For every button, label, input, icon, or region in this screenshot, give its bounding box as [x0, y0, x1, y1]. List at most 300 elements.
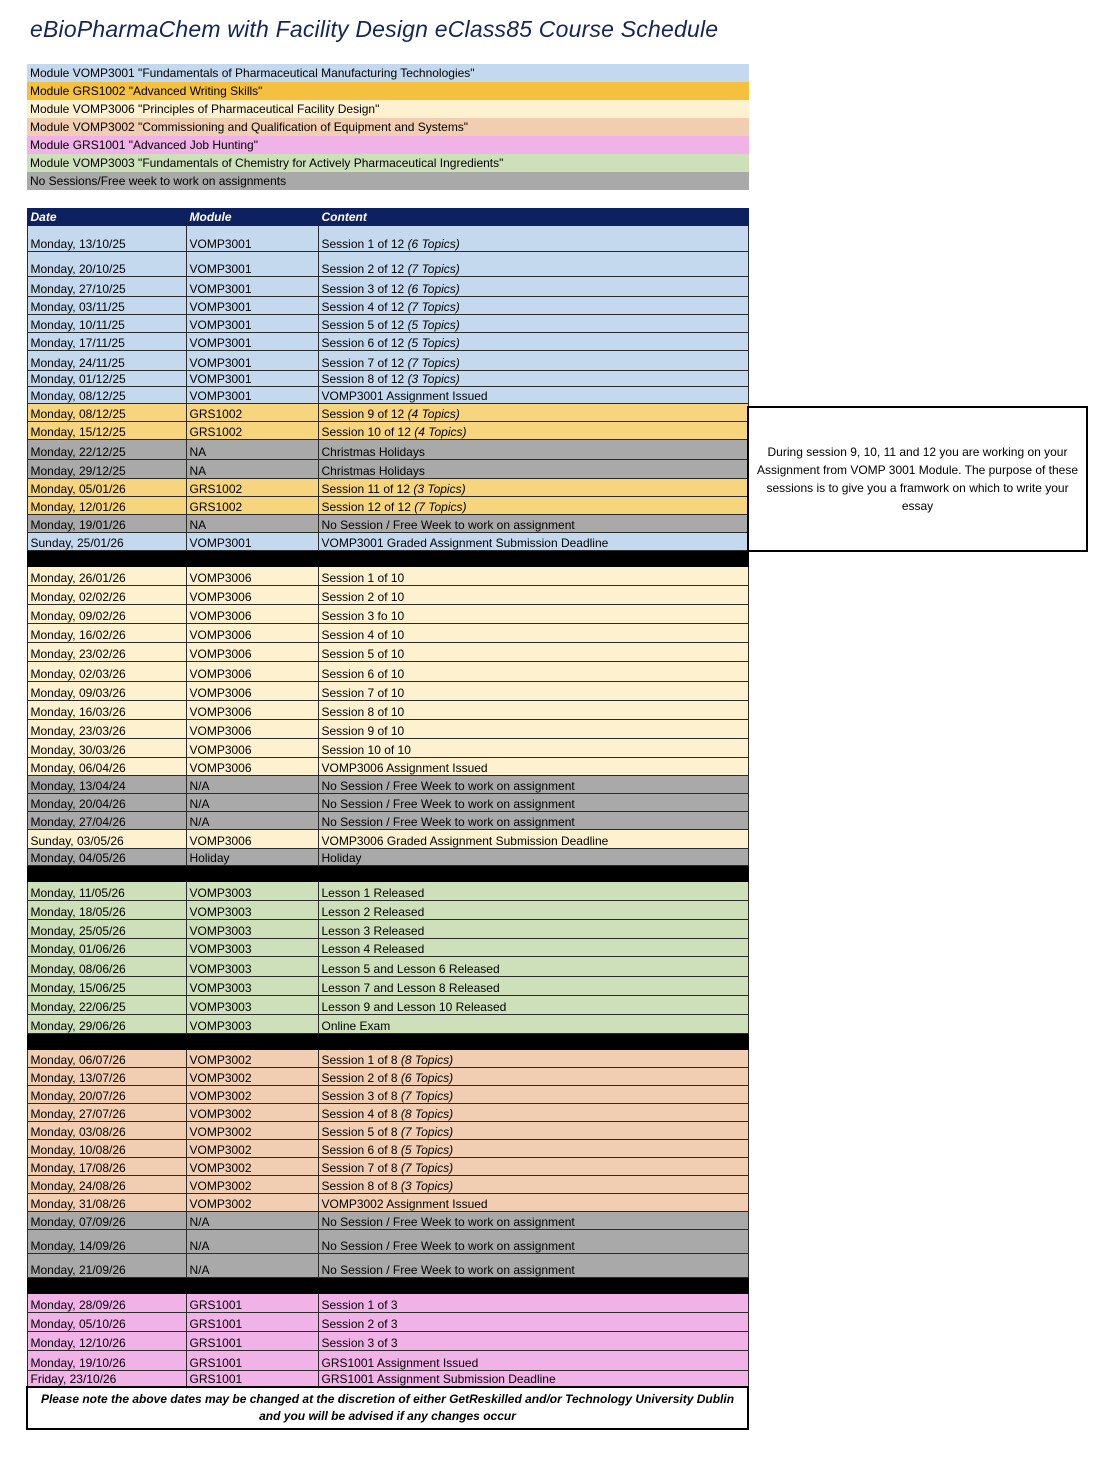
date-cell: Monday, 19/01/26 — [27, 515, 186, 533]
content-cell — [318, 351, 748, 371]
date-cell: Monday, 01/06/26 — [27, 939, 186, 957]
content-cell — [318, 497, 748, 515]
content-text: Holiday — [321, 851, 362, 865]
table-row — [27, 1158, 748, 1176]
module-cell: VOMP3002 — [186, 1086, 318, 1104]
content-text: Session 4 of 10 — [321, 628, 405, 642]
topics-count: (5 Topics) — [407, 318, 460, 332]
table-row — [27, 1050, 748, 1068]
module-cell: NA — [186, 440, 318, 460]
legend-item: Module VOMP3001 "Fundamentals of Pharmaceutical Manufacturing Technologies" — [27, 64, 749, 82]
content-cell — [318, 882, 748, 901]
content-text: VOMP3001 Graded Assignment Submission Deadline — [321, 536, 609, 550]
content-text: No Session / Free Week to work on assignment — [321, 797, 575, 811]
module-cell: VOMP3003 — [186, 977, 318, 996]
content-cell — [318, 1194, 748, 1212]
topics-count: (8 Topics) — [400, 1053, 454, 1067]
date-cell: Monday, 30/03/26 — [27, 739, 186, 758]
module-cell: VOMP3001 — [186, 333, 318, 351]
table-row — [27, 1176, 748, 1194]
date-cell: Monday, 27/04/26 — [27, 812, 186, 830]
content-text: Session 5 of 8 — [321, 1125, 401, 1139]
module-cell: VOMP3003 — [186, 1015, 318, 1034]
content-text: Session 7 of 10 — [321, 686, 405, 700]
content-text: Session 5 of 10 — [321, 647, 405, 661]
content-cell — [318, 371, 748, 387]
date-cell: Monday, 29/06/26 — [27, 1015, 186, 1034]
module-cell: VOMP3006 — [186, 682, 318, 701]
content-text: Session 2 of 12 — [321, 262, 408, 276]
table-row — [27, 1104, 748, 1122]
content-text: Session 3 of 3 — [321, 1336, 398, 1350]
table-row — [27, 977, 748, 996]
date-cell: Monday, 06/04/26 — [27, 758, 186, 776]
table-row — [27, 1254, 748, 1278]
content-cell — [318, 1332, 748, 1351]
date-cell: Sunday, 03/05/26 — [27, 830, 186, 849]
module-cell: N/A — [186, 812, 318, 830]
content-text: Session 2 of 8 — [321, 1071, 401, 1085]
table-row — [27, 1332, 748, 1351]
date-cell: Monday, 19/10/26 — [27, 1351, 186, 1371]
date-cell: Monday, 20/04/26 — [27, 794, 186, 812]
content-cell — [318, 957, 748, 977]
module-cell: VOMP3006 — [186, 758, 318, 776]
module-cell: N/A — [186, 1212, 318, 1230]
content-text: VOMP3006 Assignment Issued — [321, 761, 488, 775]
table-row — [27, 440, 748, 460]
date-cell: Monday, 24/08/26 — [27, 1176, 186, 1194]
content-text: Session 3 of 8 — [321, 1089, 401, 1103]
module-cell: VOMP3006 — [186, 701, 318, 720]
content-cell — [318, 794, 748, 812]
legend-item: Module VOMP3006 "Principles of Pharmaceutical Facility Design" — [27, 100, 749, 118]
table-row — [27, 1068, 748, 1086]
content-cell — [318, 720, 748, 739]
content-cell — [318, 1212, 748, 1230]
content-text: Lesson 4 Released — [321, 942, 425, 956]
table-row — [27, 515, 748, 533]
topics-count: (7 Topics) — [414, 500, 467, 514]
header-module: Module — [186, 209, 318, 226]
module-cell: GRS1002 — [186, 404, 318, 422]
date-cell: Monday, 05/01/26 — [27, 479, 186, 497]
table-row — [27, 1294, 748, 1313]
content-cell — [318, 404, 748, 422]
content-cell — [318, 533, 748, 551]
table-row — [27, 387, 748, 404]
module-cell: VOMP3003 — [186, 882, 318, 901]
table-row — [27, 460, 748, 479]
table-row — [27, 1140, 748, 1158]
module-cell: VOMP3006 — [186, 605, 318, 624]
date-cell: Monday, 04/05/26 — [27, 849, 186, 866]
topics-count: (8 Topics) — [400, 1107, 454, 1121]
date-cell: Monday, 02/03/26 — [27, 662, 186, 682]
date-cell: Monday, 31/08/26 — [27, 1194, 186, 1212]
date-cell: Monday, 11/05/26 — [27, 882, 186, 901]
content-cell — [318, 387, 748, 404]
topics-count: (4 Topics) — [414, 425, 467, 439]
table-row — [27, 776, 748, 794]
content-text: Session 10 of 10 — [321, 743, 411, 757]
module-cell: Holiday — [186, 849, 318, 866]
date-cell: Monday, 16/02/26 — [27, 624, 186, 643]
content-text: GRS1001 Assignment Submission Deadline — [321, 1371, 556, 1386]
section-separator — [27, 1034, 748, 1050]
content-text: No Session / Free Week to work on assignment — [321, 1239, 575, 1253]
content-text: No Session / Free Week to work on assignment — [321, 815, 575, 829]
date-cell: Monday, 12/01/26 — [27, 497, 186, 515]
topics-count: (7 Topics) — [400, 1089, 454, 1103]
content-cell — [318, 1050, 748, 1068]
module-cell: VOMP3002 — [186, 1068, 318, 1086]
table-row — [27, 277, 748, 297]
content-cell — [318, 758, 748, 776]
content-cell — [318, 939, 748, 957]
module-cell: VOMP3003 — [186, 920, 318, 939]
content-cell — [318, 662, 748, 682]
date-cell: Monday, 06/07/26 — [27, 1050, 186, 1068]
table-row — [27, 226, 748, 252]
module-cell: N/A — [186, 776, 318, 794]
table-row — [27, 643, 748, 662]
content-cell — [318, 1068, 748, 1086]
table-row — [27, 1212, 748, 1230]
side-note-text: During session 9, 10, 11 and 12 you are working on your Assignment from VOMP 3001 Module. The purpose of these sessions is to give you a framwork on which to write your essay — [756, 445, 1079, 513]
content-text: Lesson 5 and Lesson 6 Released — [321, 962, 500, 976]
topics-count: (5 Topics) — [400, 1143, 454, 1157]
module-cell: VOMP3003 — [186, 996, 318, 1015]
date-cell: Monday, 03/08/26 — [27, 1122, 186, 1140]
date-cell: Monday, 16/03/26 — [27, 701, 186, 720]
date-cell: Monday, 26/01/26 — [27, 567, 186, 586]
legend-item: Module VOMP3002 "Commissioning and Qualification of Equipment and Systems" — [27, 118, 749, 136]
content-cell — [318, 297, 748, 315]
table-row — [27, 739, 748, 758]
date-cell: Monday, 23/02/26 — [27, 643, 186, 662]
separator-bar — [27, 1034, 748, 1050]
topics-count: (6 Topics) — [407, 237, 460, 251]
module-cell: VOMP3006 — [186, 739, 318, 758]
table-row — [27, 1351, 748, 1371]
content-cell — [318, 567, 748, 586]
content-cell — [318, 460, 748, 479]
module-cell: VOMP3006 — [186, 586, 318, 605]
content-cell — [318, 1313, 748, 1332]
content-cell — [318, 479, 748, 497]
content-text: Session 6 of 8 — [321, 1143, 401, 1157]
content-text: Session 7 of 8 — [321, 1161, 401, 1175]
module-cell: VOMP3006 — [186, 567, 318, 586]
content-text: Session 11 of 12 — [321, 482, 414, 496]
content-cell — [318, 1254, 748, 1278]
date-cell: Monday, 27/07/26 — [27, 1104, 186, 1122]
table-row — [27, 1015, 748, 1034]
date-cell: Monday, 10/08/26 — [27, 1140, 186, 1158]
content-text: Session 8 of 8 — [321, 1179, 401, 1193]
table-row — [27, 315, 748, 333]
module-cell: VOMP3006 — [186, 624, 318, 643]
content-cell — [318, 739, 748, 758]
header-date: Date — [27, 209, 186, 226]
content-cell — [318, 920, 748, 939]
table-row — [27, 901, 748, 920]
table-row — [27, 567, 748, 586]
module-cell: VOMP3003 — [186, 901, 318, 920]
content-cell — [318, 1351, 748, 1371]
table-row — [27, 720, 748, 739]
module-cell: VOMP3006 — [186, 830, 318, 849]
content-text: No Session / Free Week to work on assignment — [321, 518, 575, 532]
date-cell: Monday, 15/12/25 — [27, 422, 186, 440]
topics-count: (3 Topics) — [413, 482, 466, 496]
date-cell: Monday, 12/10/26 — [27, 1332, 186, 1351]
date-cell: Monday, 13/10/25 — [27, 226, 186, 252]
table-row — [27, 371, 748, 387]
content-cell — [318, 1140, 748, 1158]
table-row — [27, 605, 748, 624]
content-cell — [318, 277, 748, 297]
content-text: Session 3 fo 10 — [321, 609, 405, 623]
date-cell: Monday, 09/02/26 — [27, 605, 186, 624]
content-text: VOMP3006 Graded Assignment Submission Deadline — [321, 834, 609, 848]
module-cell: VOMP3002 — [186, 1104, 318, 1122]
content-cell — [318, 1294, 748, 1313]
date-cell: Monday, 28/09/26 — [27, 1294, 186, 1313]
module-cell: VOMP3002 — [186, 1176, 318, 1194]
date-cell: Monday, 08/12/25 — [27, 404, 186, 422]
table-row — [27, 939, 748, 957]
content-text: Session 2 of 10 — [321, 590, 405, 604]
date-cell: Monday, 10/11/25 — [27, 315, 186, 333]
date-cell: Monday, 17/08/26 — [27, 1158, 186, 1176]
module-cell: VOMP3003 — [186, 939, 318, 957]
content-text: Lesson 1 Released — [321, 886, 425, 900]
legend-item: No Sessions/Free week to work on assignments — [27, 172, 749, 190]
content-text: Lesson 2 Released — [321, 905, 425, 919]
date-cell: Monday, 14/09/26 — [27, 1230, 186, 1254]
module-cell: GRS1001 — [186, 1294, 318, 1313]
content-text: GRS1001 Assignment Issued — [321, 1356, 479, 1370]
content-text: Session 7 of 12 — [321, 356, 408, 370]
table-row — [27, 252, 748, 277]
module-cell: VOMP3002 — [186, 1140, 318, 1158]
module-cell: VOMP3001 — [186, 252, 318, 277]
topics-count: (7 Topics) — [400, 1161, 454, 1175]
content-text: No Session / Free Week to work on assignment — [321, 779, 575, 793]
date-cell: Monday, 15/06/25 — [27, 977, 186, 996]
table-row — [27, 586, 748, 605]
content-cell — [318, 605, 748, 624]
header-content: Content — [318, 209, 748, 226]
table-row — [27, 1194, 748, 1212]
table-row — [27, 1086, 748, 1104]
content-cell — [318, 1015, 748, 1034]
module-cell: VOMP3001 — [186, 277, 318, 297]
content-cell — [318, 586, 748, 605]
content-text: Session 9 of 10 — [321, 724, 405, 738]
content-cell — [318, 977, 748, 996]
separator-bar — [27, 866, 748, 882]
topics-count: (6 Topics) — [400, 1071, 454, 1085]
module-cell: NA — [186, 460, 318, 479]
date-cell: Friday, 23/10/26 — [27, 1371, 186, 1387]
module-cell: VOMP3006 — [186, 643, 318, 662]
content-cell — [318, 1371, 748, 1387]
table-row — [27, 830, 748, 849]
table-row — [27, 662, 748, 682]
content-cell — [318, 849, 748, 866]
table-row — [27, 497, 748, 515]
content-cell — [318, 252, 748, 277]
module-cell: VOMP3006 — [186, 662, 318, 682]
module-cell: GRS1002 — [186, 497, 318, 515]
topics-count: (3 Topics) — [400, 1179, 454, 1193]
content-cell — [318, 1122, 748, 1140]
date-cell: Monday, 27/10/25 — [27, 277, 186, 297]
date-cell: Monday, 13/07/26 — [27, 1068, 186, 1086]
content-text: Session 4 of 12 — [321, 300, 408, 314]
content-cell — [318, 643, 748, 662]
table-row — [27, 533, 748, 551]
content-text: Session 12 of 12 — [321, 500, 415, 514]
topics-count: (7 Topics) — [407, 356, 460, 370]
content-text: VOMP3002 Assignment Issued — [321, 1197, 488, 1211]
disclaimer-row — [27, 1387, 748, 1429]
module-cell: VOMP3002 — [186, 1050, 318, 1068]
table-row — [27, 957, 748, 977]
date-cell: Monday, 08/12/25 — [27, 387, 186, 404]
module-cell: VOMP3001 — [186, 371, 318, 387]
date-cell: Monday, 05/10/26 — [27, 1313, 186, 1332]
section-separator — [27, 1278, 748, 1294]
module-cell: GRS1001 — [186, 1351, 318, 1371]
table-row — [27, 333, 748, 351]
date-cell: Monday, 20/07/26 — [27, 1086, 186, 1104]
date-cell: Monday, 22/06/25 — [27, 996, 186, 1015]
module-cell: VOMP3001 — [186, 533, 318, 551]
table-row — [27, 404, 748, 422]
module-cell: VOMP3001 — [186, 351, 318, 371]
content-cell — [318, 1176, 748, 1194]
module-cell: GRS1002 — [186, 422, 318, 440]
content-text: Session 1 of 10 — [321, 571, 405, 585]
content-cell — [318, 440, 748, 460]
date-cell: Monday, 07/09/26 — [27, 1212, 186, 1230]
table-row — [27, 297, 748, 315]
module-cell: VOMP3001 — [186, 387, 318, 404]
module-cell: VOMP3001 — [186, 226, 318, 252]
topics-count: (7 Topics) — [407, 262, 460, 276]
module-cell: VOMP3002 — [186, 1194, 318, 1212]
date-cell: Monday, 18/05/26 — [27, 901, 186, 920]
content-cell — [318, 812, 748, 830]
module-cell: VOMP3003 — [186, 957, 318, 977]
module-cell: NA — [186, 515, 318, 533]
date-cell: Monday, 03/11/25 — [27, 297, 186, 315]
table-header-row — [27, 209, 748, 226]
content-cell — [318, 830, 748, 849]
table-row — [27, 1313, 748, 1332]
content-text: Session 5 of 12 — [321, 318, 408, 332]
module-cell: N/A — [186, 1230, 318, 1254]
content-text: Session 8 of 10 — [321, 705, 405, 719]
table-row — [27, 1371, 748, 1387]
date-cell: Monday, 25/05/26 — [27, 920, 186, 939]
module-cell: VOMP3002 — [186, 1158, 318, 1176]
module-cell: GRS1001 — [186, 1371, 318, 1387]
content-text: Session 8 of 12 — [321, 372, 408, 386]
content-cell — [318, 901, 748, 920]
side-note-box — [747, 406, 1088, 552]
content-cell — [318, 701, 748, 720]
date-cell: Monday, 01/12/25 — [27, 371, 186, 387]
module-cell: N/A — [186, 1254, 318, 1278]
date-cell: Monday, 22/12/25 — [27, 440, 186, 460]
topics-count: (3 Topics) — [407, 372, 460, 386]
module-cell: VOMP3001 — [186, 297, 318, 315]
module-cell: VOMP3006 — [186, 720, 318, 739]
legend-item: Module GRS1002 "Advanced Writing Skills" — [27, 82, 749, 100]
content-cell — [318, 682, 748, 701]
content-text: Session 1 of 12 — [321, 237, 408, 251]
module-cell: N/A — [186, 794, 318, 812]
date-cell: Monday, 09/03/26 — [27, 682, 186, 701]
content-cell — [318, 996, 748, 1015]
schedule-table — [26, 208, 749, 1430]
section-separator — [27, 866, 748, 882]
module-legend — [27, 64, 749, 190]
table-row — [27, 682, 748, 701]
date-cell: Sunday, 25/01/26 — [27, 533, 186, 551]
table-row — [27, 422, 748, 440]
module-cell: GRS1002 — [186, 479, 318, 497]
content-text: Session 1 of 3 — [321, 1298, 398, 1312]
table-row — [27, 1230, 748, 1254]
topics-count: (5 Topics) — [407, 336, 460, 350]
date-cell: Monday, 08/06/26 — [27, 957, 186, 977]
content-text: Online Exam — [321, 1019, 391, 1033]
table-row — [27, 479, 748, 497]
table-row — [27, 812, 748, 830]
content-cell — [318, 1086, 748, 1104]
table-row — [27, 882, 748, 901]
content-text: Session 2 of 3 — [321, 1317, 398, 1331]
date-cell: Monday, 02/02/26 — [27, 586, 186, 605]
table-row — [27, 794, 748, 812]
topics-count: (6 Topics) — [407, 282, 460, 296]
content-cell — [318, 422, 748, 440]
content-text: Christmas Holidays — [321, 464, 425, 478]
content-text: VOMP3001 Assignment Issued — [321, 389, 488, 403]
content-cell — [318, 1230, 748, 1254]
date-cell: Monday, 29/12/25 — [27, 460, 186, 479]
content-cell — [318, 776, 748, 794]
topics-count: (4 Topics) — [407, 407, 460, 421]
content-text: No Session / Free Week to work on assignment — [321, 1263, 575, 1277]
disclaimer-note: Please note the above dates may be changed at the discretion of either GetReskilled and/or Technology University Dublin and you will be advised if any changes occur — [27, 1387, 748, 1429]
content-text: Lesson 9 and Lesson 10 Released — [321, 1000, 507, 1014]
table-row — [27, 1122, 748, 1140]
table-row — [27, 351, 748, 371]
topics-count: (7 Topics) — [407, 300, 460, 314]
content-cell — [318, 315, 748, 333]
date-cell: Monday, 13/04/24 — [27, 776, 186, 794]
date-cell: Monday, 17/11/25 — [27, 333, 186, 351]
legend-item: Module GRS1001 "Advanced Job Hunting" — [27, 136, 749, 154]
table-row — [27, 624, 748, 643]
